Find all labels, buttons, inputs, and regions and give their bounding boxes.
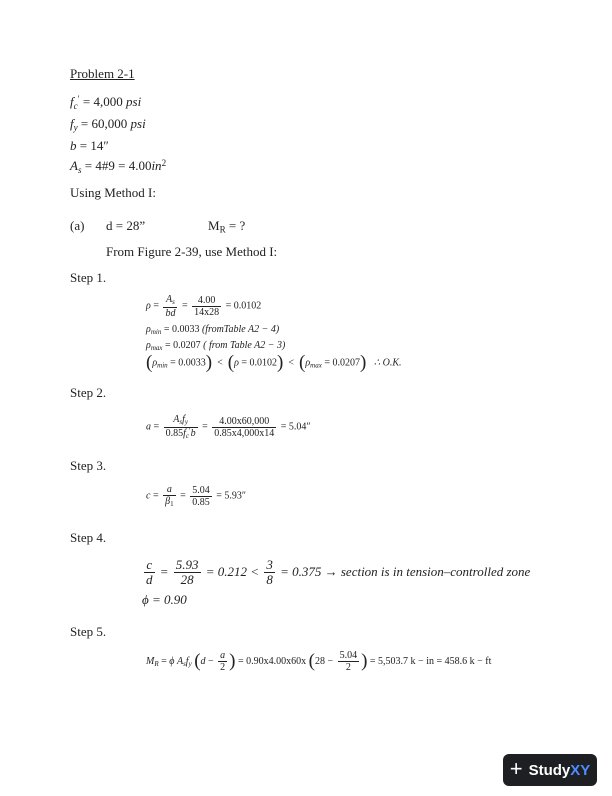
problem-title: Problem 2-1 [70, 66, 135, 81]
part-a-mr: $M_R$ = ? [208, 218, 246, 235]
step1-rho-min: $\rho_{min} = 0.0033$ (fromTable A2 − 4) [146, 324, 280, 337]
step4-phi: ϕ = 0.90 [142, 592, 187, 607]
given-b: b = 14″ [70, 138, 109, 153]
step1-check: $(\rho_{min} = 0.0033) < (\rho = 0.0102) < (\rho_{max} = 0.0207)$ ∴ O.K. [146, 352, 402, 373]
step3-label: Step 3. [70, 458, 107, 473]
step4-equation: $\frac{c}{d}$ = $\frac{5.93}{28}$ = 0.212 < $\frac{3}{8}$ = 0.375 → section is in tension–controlled zone [146, 557, 531, 588]
step2-label: Step 2. [70, 385, 107, 400]
step1-rho-max: $\rho_{max} = 0.0207$ ( from Table A2 − 3) [146, 340, 286, 353]
plus-icon: + [509, 756, 523, 781]
figure-reference: From Figure 2-39, use Method I: [106, 244, 278, 259]
step2-equation: a = $\frac{A_sf_y}{0.85f_c'b}$ = $\frac{4.00x60,000}{0.85x4,000x14}$ = 5.04″ [146, 414, 311, 441]
brand-name: StudyXY [528, 761, 591, 779]
step5-equation: $M_R = \phi$ $A_sf_y$ (d − $\frac{a}{2}$ ) = 0.90x4.00x60x (28 − $\frac{5.04}{2}$ ) = 5,503.7 k − in = 458.6 k − ft [146, 650, 492, 673]
given-fy: $f_y = 60,000$ psi [70, 116, 146, 133]
step1-label: Step 1. [70, 270, 107, 285]
step1-rho: ρ = $\frac{A_s}{bd}$ = $\frac{4.00}{14x28}$ = 0.0102 [146, 294, 262, 319]
method-heading: Using Method I: [70, 185, 156, 200]
studyxy-logo[interactable] [503, 754, 597, 786]
step3-equation: c = $\frac{a}{\beta_1}$ = $\frac{5.04}{0.85}$ = 5.93″ [146, 484, 247, 509]
given-fc: $f_c' = 4,000$ psi [70, 94, 142, 111]
part-a-depth: d = 28” [106, 218, 146, 233]
step4-label: Step 4. [70, 530, 107, 545]
part-a-label: (a) [70, 218, 85, 233]
step5-label: Step 5. [70, 624, 107, 639]
given-as: $A_s$ = 4#9 = $4.00in^2$ [70, 158, 167, 175]
